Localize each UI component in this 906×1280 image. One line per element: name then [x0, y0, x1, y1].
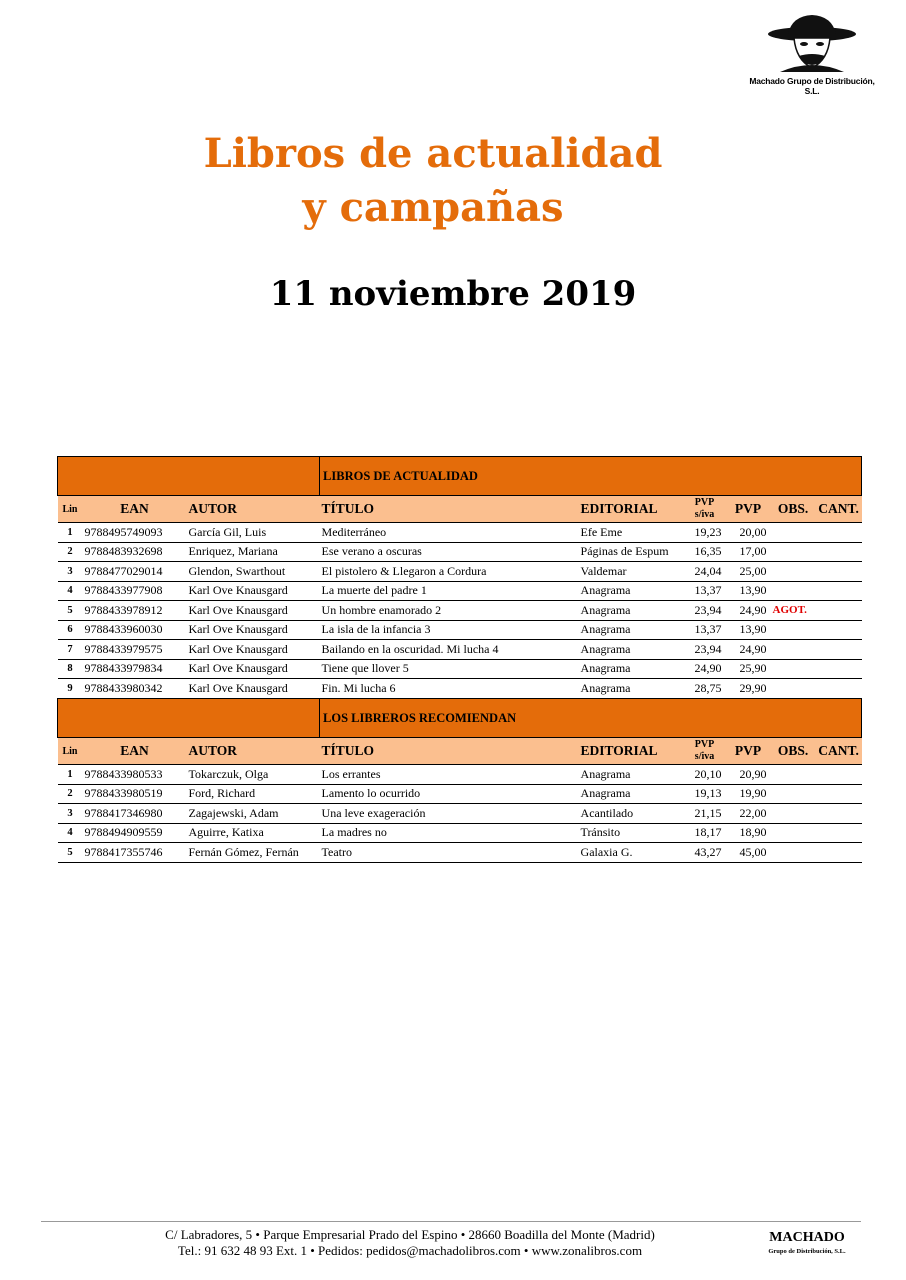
row-autor: Aguirre, Katixa: [187, 823, 320, 843]
row-obs: [771, 562, 816, 582]
row-pvp-siva: 23,94: [684, 601, 726, 621]
row-pvp: 22,00: [726, 804, 771, 824]
row-pvp: 20,00: [726, 523, 771, 543]
row-ean: 9788483932698: [83, 542, 187, 562]
row-pvp: 20,90: [726, 765, 771, 785]
row-titulo: Tiene que llover 5: [320, 659, 579, 679]
row-pvp: 25,00: [726, 562, 771, 582]
col-titulo: TÍTULO: [320, 496, 579, 523]
row-pvp-siva: 24,04: [684, 562, 726, 582]
row-lin: 2: [58, 542, 83, 562]
row-editorial: Efe Eme: [579, 523, 684, 543]
col-lin: Lin: [58, 496, 83, 523]
catalog-date: 11 noviembre 2019: [269, 274, 637, 314]
table-row: [58, 562, 862, 582]
row-pvp-siva: 20,10: [684, 765, 726, 785]
row-pvp-siva: 13,37: [684, 620, 726, 640]
table-row: [58, 542, 862, 562]
row-obs: [771, 784, 816, 804]
row-cant: [816, 581, 862, 601]
row-editorial: Anagrama: [579, 659, 684, 679]
row-autor: Karl Ove Knausgard: [187, 659, 320, 679]
table-row: [58, 679, 862, 699]
hat-portrait-icon: [766, 12, 858, 74]
table-row: [58, 843, 862, 863]
row-pvp: 45,00: [726, 843, 771, 863]
row-ean: 9788433977908: [83, 581, 187, 601]
row-titulo: Un hombre enamorado 2: [320, 601, 579, 621]
table-row: [58, 581, 862, 601]
col-titulo: TÍTULO: [320, 738, 579, 765]
table-body: [58, 765, 862, 863]
row-ean: 9788433980533: [83, 765, 187, 785]
col-cant: CANT.: [816, 496, 862, 523]
col-editorial: EDITORIAL: [579, 738, 684, 765]
row-ean: 9788433978912: [83, 601, 187, 621]
row-cant: [816, 679, 862, 699]
row-obs: [771, 804, 816, 824]
row-autor: Karl Ove Knausgard: [187, 581, 320, 601]
page-title-line1: Libros de actualidad: [203, 130, 663, 177]
row-editorial: Valdemar: [579, 562, 684, 582]
row-titulo: Teatro: [320, 843, 579, 863]
row-pvp: 19,90: [726, 784, 771, 804]
row-obs: [771, 640, 816, 660]
row-lin: 2: [58, 784, 83, 804]
col-obs: OBS.: [771, 738, 816, 765]
row-lin: 7: [58, 640, 83, 660]
table-row: [58, 659, 862, 679]
row-lin: 5: [58, 843, 83, 863]
row-pvp: 17,00: [726, 542, 771, 562]
row-titulo: Los errantes: [320, 765, 579, 785]
company-logo: [742, 12, 882, 96]
row-pvp-siva: 13,37: [684, 581, 726, 601]
table-row: [58, 620, 862, 640]
row-titulo: Una leve exageración: [320, 804, 579, 824]
row-obs: AGOT.: [771, 601, 816, 621]
table-row: [58, 523, 862, 543]
row-pvp-siva: 16,35: [684, 542, 726, 562]
table-row: [58, 601, 862, 621]
row-lin: 3: [58, 562, 83, 582]
table-row: [58, 784, 862, 804]
catalog-table-actualidad: [57, 456, 862, 699]
section-header: [58, 457, 862, 496]
row-editorial: Anagrama: [579, 640, 684, 660]
row-pvp-siva: 19,23: [684, 523, 726, 543]
catalog-table-recomiendan: [57, 698, 862, 863]
row-ean: 9788417346980: [83, 804, 187, 824]
row-pvp: 24,90: [726, 601, 771, 621]
row-editorial: Anagrama: [579, 765, 684, 785]
row-lin: 4: [58, 581, 83, 601]
row-ean: 9788494909559: [83, 823, 187, 843]
row-lin: 5: [58, 601, 83, 621]
section-header: [58, 699, 862, 738]
row-titulo: Bailando en la oscuridad. Mi lucha 4: [320, 640, 579, 660]
table-row: [58, 765, 862, 785]
row-lin: 3: [58, 804, 83, 824]
row-cant: [816, 542, 862, 562]
row-cant: [816, 601, 862, 621]
section-title: LIBROS DE ACTUALIDAD: [320, 457, 862, 496]
row-pvp-siva: 18,17: [684, 823, 726, 843]
footer-divider: [41, 1221, 861, 1222]
col-ean: EAN: [83, 496, 187, 523]
row-cant: [816, 620, 862, 640]
col-editorial: EDITORIAL: [579, 496, 684, 523]
row-titulo: Ese verano a oscuras: [320, 542, 579, 562]
footer-brand-sub: Grupo de Distribución, S.L.: [768, 1248, 846, 1255]
row-obs: [771, 620, 816, 640]
row-pvp: 13,90: [726, 620, 771, 640]
table-body: [58, 523, 862, 699]
row-editorial: Anagrama: [579, 581, 684, 601]
row-obs: [771, 523, 816, 543]
row-autor: Zagajewski, Adam: [187, 804, 320, 824]
row-ean: 9788433979575: [83, 640, 187, 660]
row-pvp-siva: 43,27: [684, 843, 726, 863]
row-autor: Karl Ove Knausgard: [187, 620, 320, 640]
table-row: [58, 823, 862, 843]
page-title-line2: y campañas: [302, 184, 564, 231]
row-pvp-siva: 19,13: [684, 784, 726, 804]
row-obs: [771, 659, 816, 679]
row-editorial: Acantilado: [579, 804, 684, 824]
row-ean: 9788433979834: [83, 659, 187, 679]
column-header-row: [58, 496, 862, 523]
column-header-row: [58, 738, 862, 765]
row-pvp: 29,90: [726, 679, 771, 699]
footer-contact: Tel.: 91 632 48 93 Ext. 1 • Pedidos: pedidos@machadolibros.com • www.zonalibros.com: [177, 1243, 643, 1258]
row-pvp-siva: 21,15: [684, 804, 726, 824]
row-autor: Karl Ove Knausgard: [187, 601, 320, 621]
row-autor: Glendon, Swarthout: [187, 562, 320, 582]
row-autor: Enriquez, Mariana: [187, 542, 320, 562]
row-obs: [771, 823, 816, 843]
row-titulo: La madres no: [320, 823, 579, 843]
row-ean: 9788477029014: [83, 562, 187, 582]
col-autor: AUTOR: [187, 738, 320, 765]
row-ean: 9788433960030: [83, 620, 187, 640]
row-autor: Ford, Richard: [187, 784, 320, 804]
row-obs: [771, 843, 816, 863]
col-cant: CANT.: [816, 738, 862, 765]
row-autor: Karl Ove Knausgard: [187, 679, 320, 699]
row-autor: Karl Ove Knausgard: [187, 640, 320, 660]
row-ean: 9788417355746: [83, 843, 187, 863]
col-autor: AUTOR: [187, 496, 320, 523]
row-obs: [771, 581, 816, 601]
table-row: [58, 640, 862, 660]
row-obs: [771, 765, 816, 785]
row-ean: 9788433980519: [83, 784, 187, 804]
row-pvp-siva: 23,94: [684, 640, 726, 660]
col-pvp: PVP: [726, 738, 771, 765]
row-ean: 9788495749093: [83, 523, 187, 543]
row-cant: [816, 784, 862, 804]
row-lin: 1: [58, 765, 83, 785]
row-pvp-siva: 24,90: [684, 659, 726, 679]
table-row: [58, 804, 862, 824]
section-title: LOS LIBREROS RECOMIENDAN: [320, 699, 862, 738]
row-pvp: 24,90: [726, 640, 771, 660]
row-autor: Fernán Gómez, Fernán: [187, 843, 320, 863]
row-lin: 8: [58, 659, 83, 679]
row-cant: [816, 843, 862, 863]
row-titulo: Lamento lo ocurrido: [320, 784, 579, 804]
row-cant: [816, 523, 862, 543]
row-cant: [816, 640, 862, 660]
row-titulo: Mediterráneo: [320, 523, 579, 543]
row-editorial: Anagrama: [579, 601, 684, 621]
row-titulo: La isla de la infancia 3: [320, 620, 579, 640]
row-titulo: El pistolero & Llegaron a Cordura: [320, 562, 579, 582]
footer-brand: MACHADO: [769, 1230, 845, 1245]
row-cant: [816, 804, 862, 824]
row-editorial: Páginas de Espum: [579, 542, 684, 562]
row-editorial: Anagrama: [579, 620, 684, 640]
row-ean: 9788433980342: [83, 679, 187, 699]
footer-address: C/ Labradores, 5 • Parque Empresarial Prado del Espino • 28660 Boadilla del Monte (Madrid): [165, 1227, 655, 1242]
row-editorial: Anagrama: [579, 784, 684, 804]
row-pvp: 13,90: [726, 581, 771, 601]
row-autor: Tokarczuk, Olga: [187, 765, 320, 785]
col-pvp: PVP: [726, 496, 771, 523]
col-pvp-siva: PVP s/iva: [684, 738, 726, 765]
col-obs: OBS.: [771, 496, 816, 523]
col-ean: EAN: [83, 738, 187, 765]
row-editorial: Anagrama: [579, 679, 684, 699]
logo-text: Machado Grupo de Distribución, S.L.: [749, 76, 875, 96]
row-obs: [771, 542, 816, 562]
col-lin: Lin: [58, 738, 83, 765]
row-titulo: Fin. Mi lucha 6: [320, 679, 579, 699]
row-pvp: 18,90: [726, 823, 771, 843]
row-editorial: Tránsito: [579, 823, 684, 843]
col-pvp-siva: PVP s/iva: [684, 496, 726, 523]
row-lin: 9: [58, 679, 83, 699]
row-cant: [816, 823, 862, 843]
row-lin: 4: [58, 823, 83, 843]
row-pvp: 25,90: [726, 659, 771, 679]
row-editorial: Galaxia G.: [579, 843, 684, 863]
row-titulo: La muerte del padre 1: [320, 581, 579, 601]
row-cant: [816, 765, 862, 785]
row-cant: [816, 562, 862, 582]
row-lin: 1: [58, 523, 83, 543]
row-pvp-siva: 28,75: [684, 679, 726, 699]
row-obs: [771, 679, 816, 699]
row-cant: [816, 659, 862, 679]
row-lin: 6: [58, 620, 83, 640]
row-autor: García Gil, Luis: [187, 523, 320, 543]
